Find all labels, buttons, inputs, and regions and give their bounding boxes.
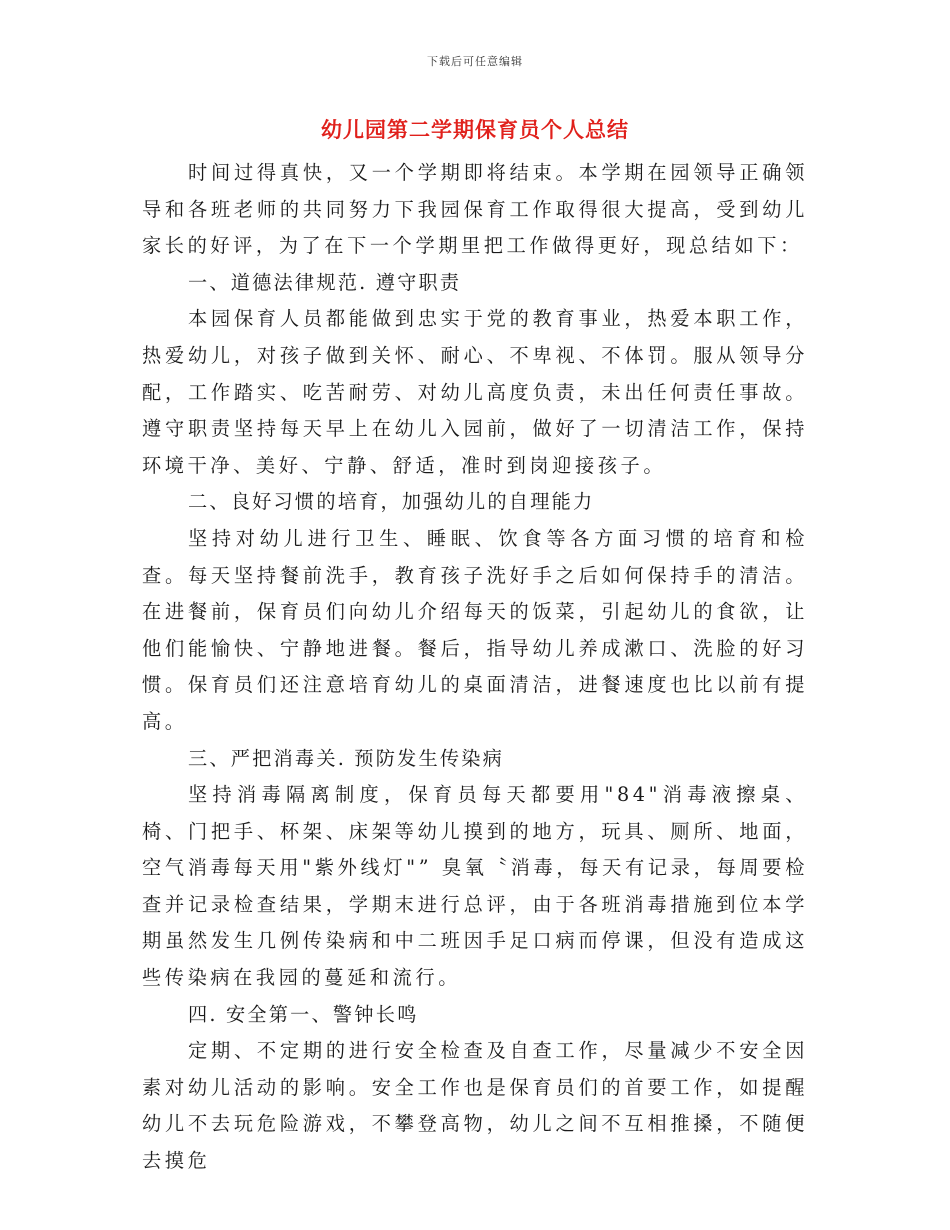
- section-heading: 三、严把消毒关. 预防发生传染病: [188, 746, 505, 770]
- section-paragraph: 坚持消毒隔离制度，保育员每天都要用"84"消毒液擦桌、椅、门把手、杯架、床架等幼儿摸到的地方，玩具、厕所、地面，空气消毒每天用"紫外线灯"” 臭氧〝消毒，每天有记录，每周要检查并记录检查结果，学期末进行总评，由于各班消毒措施到位本学期虽然发生几例传染病和中二班因手足口病而停课，但没有造成这些传染病在我园的蔓延和流行。: [142, 783, 808, 990]
- intro-paragraph: 时间过得真快，又一个学期即将结束。本学期在园领导正确领导和各班老师的共同努力下我园保育工作取得很大提高，受到幼儿家长的好评，为了在下一个学期里把工作做得更好，现总结如下：: [142, 161, 808, 258]
- document-title: 幼儿园第二学期保育员个人总结: [321, 118, 629, 142]
- section-heading: 四. 安全第一、警钟长鸣: [188, 1002, 419, 1026]
- section-heading: 二、良好习惯的培育，加强幼儿的自理能力: [188, 490, 595, 514]
- header-note: 下载后可任意编辑: [427, 55, 523, 68]
- section-heading: 一、道德法律规范. 遵守职责: [188, 270, 462, 294]
- section-paragraph: 坚持对幼儿进行卫生、睡眠、饮食等各方面习惯的培育和检查。每天坚持餐前洗手，教育孩子洗好手之后如何保持手的清洁。在进餐前，保育员们向幼儿介绍每天的饭菜，引起幼儿的食欲，让他们能愉快、宁静地进餐。餐后，指导幼儿养成漱口、洗脸的好习惯。保育员们还注意培育幼儿的桌面清洁，进餐速度也比以前有提高。: [142, 526, 808, 733]
- section-paragraph: 本园保育人员都能做到忠实于党的教育事业，热爱本职工作，热爱幼儿，对孩子做到关怀、耐心、不卑视、不体罚。服从领导分配，工作踏实、吃苦耐劳、对幼儿高度负责，未出任何责任事故。遵守职责坚持每天早上在幼儿入园前，做好了一切清洁工作，保持环境干净、美好、宁静、舒适，准时到岗迎接孩子。: [142, 307, 808, 477]
- document-body: [142, 155, 808, 1180]
- section-paragraph: 定期、不定期的进行安全检查及自查工作，尽量减少不安全因素对幼儿活动的影响。安全工作也是保育员们的首要工作，如提醒幼儿不去玩危险游戏，不攀登高物，幼儿之间不互相推搡，不随便去摸危: [142, 1039, 808, 1173]
